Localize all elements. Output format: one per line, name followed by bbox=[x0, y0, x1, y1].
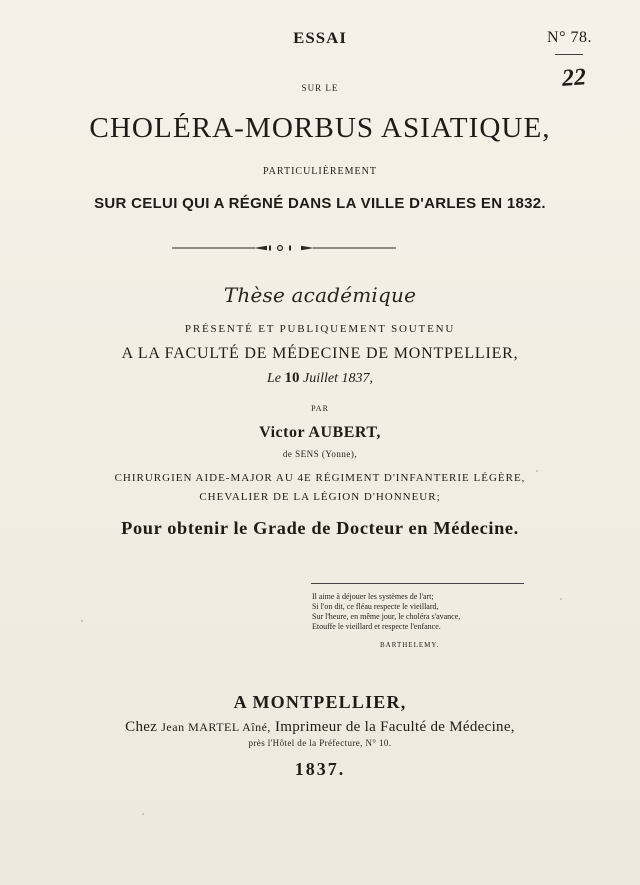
printer-name: Jean MARTEL Aîné, bbox=[161, 720, 271, 734]
faculty-line: A LA FACULTÉ DE MÉDECINE DE MONTPELLIER, bbox=[121, 345, 519, 362]
date-day: 10 bbox=[284, 370, 300, 386]
quote-line-1: Il aime à déjouer les systèmes de l'art; bbox=[312, 592, 434, 601]
main-title: CHOLÉRA-MORBUS ASIATIQUE, bbox=[89, 113, 551, 144]
paper-speck bbox=[536, 470, 538, 472]
quote-line-3: Sur l'heure, en même jour, le choléra s'avance, bbox=[312, 612, 461, 621]
ornament-divider bbox=[172, 242, 396, 254]
presented-line: PRÉSENTÉ ET PUBLIQUEMENT SOUTENU bbox=[184, 323, 456, 335]
par-label: PAR bbox=[311, 404, 329, 413]
imprint-printer bbox=[0, 720, 640, 735]
paper-speck bbox=[142, 813, 144, 815]
author-name: Victor AUBERT, bbox=[259, 424, 381, 441]
degree-line: Pour obtenir le Grade de Docteur en Médecine. bbox=[121, 518, 519, 538]
quote-line-2: Si l'on dit, ce fléau respecte le vieillard, bbox=[312, 602, 439, 611]
imprint-city: A MONTPELLIER, bbox=[233, 692, 407, 712]
sur-le-label: SUR LE bbox=[301, 83, 339, 93]
quote-rule bbox=[311, 583, 524, 584]
handwritten-number: 22 bbox=[561, 64, 587, 92]
epigraph-quote bbox=[312, 592, 532, 632]
document-number-rule bbox=[555, 54, 583, 55]
printer-rest: Imprimeur de la Faculté de Médecine, bbox=[274, 719, 515, 735]
author-origin: de SENS (Yonne), bbox=[282, 449, 358, 459]
author-honor: CHEVALIER DE LA LÉGION D'HONNEUR; bbox=[199, 491, 441, 503]
paper-speck bbox=[81, 620, 83, 622]
imprint-address: près l'Hôtel de la Préfecture, N° 10. bbox=[248, 738, 392, 748]
author-rank: CHIRURGIEN AIDE-MAJOR AU 4E RÉGIMENT D'INFANTERIE LÉGÈRE, bbox=[114, 472, 526, 484]
top-title: ESSAI bbox=[293, 30, 347, 47]
publication-year: 1837. bbox=[294, 759, 346, 779]
date-prefix: Le bbox=[267, 371, 281, 386]
subtitle-arles-1832: SUR CELUI QUI A RÉGNÉ DANS LA VILLE D'ARLES EN 1832. bbox=[94, 195, 546, 212]
quote-author: BARTHELEMY. bbox=[380, 641, 440, 649]
thesis-title: Thèse académique bbox=[223, 283, 417, 307]
printer-prefix: Chez bbox=[125, 719, 158, 735]
particulierement-label: PARTICULIÈREMENT bbox=[263, 166, 377, 177]
quote-line-4: Etouffe le vieillard et respecte l'enfance. bbox=[312, 622, 441, 631]
document-number-label: N° 78. bbox=[547, 29, 592, 46]
thesis-date bbox=[0, 371, 640, 386]
date-month-year: Juillet 1837, bbox=[303, 371, 373, 386]
paper-speck bbox=[560, 598, 562, 600]
